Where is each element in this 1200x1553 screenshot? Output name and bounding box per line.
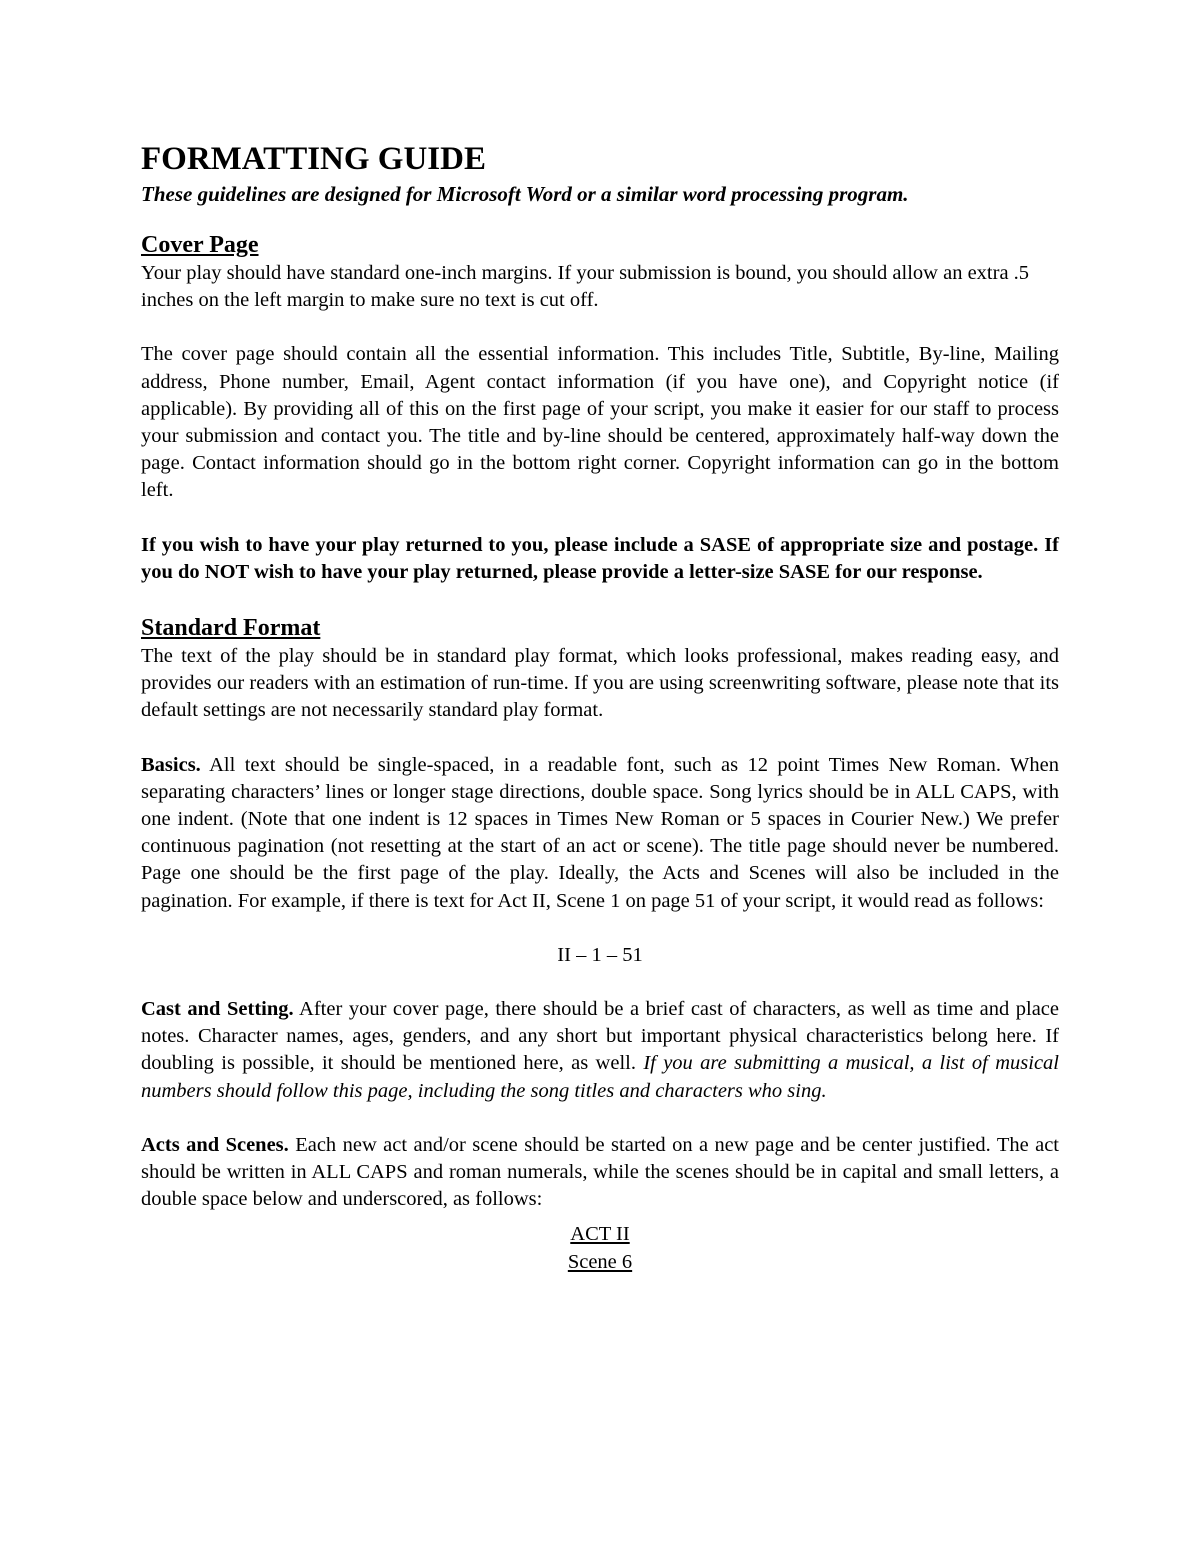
cover-page-section — [141, 230, 1059, 586]
act-scene-example — [141, 1221, 1059, 1276]
scene-example: Scene 6 — [567, 1250, 633, 1273]
standard-format-heading: Standard Format — [141, 615, 321, 642]
cover-page-paragraph-contents: The cover page should contain all the essential information. This includes Title, Subtitle, By-line, Mailing address, Phone number, Email, Agent contact information (if you have one), and Copyright notice (if applicable). By providing all of this on the first page of your script, you make it easier for our staff to process your submission and contact you. The title and by-line should be centered, approximately half-way down the page. Contact information should go in the bottom right corner. Copyright information can go in the bottom left. — [141, 343, 1059, 502]
page-title: FORMATTING GUIDE — [141, 141, 486, 177]
cast-setting-text: After your cover page, there should be a brief cast of characters, as well as time and place notes. Character names, ages, genders, and any short but important physical characteristics belong here. If doubling is possible, it should be mentioned here, as well. — [141, 998, 1060, 1075]
basics-text: All text should be single-spaced, in a readable font, such as 12 point Times New Roman. When separating characters’ lines or longer stage directions, double space. Song lyrics should be in ALL CAPS, with one indent. (Note that one indent is 12 spaces in Times New Roman or 5 spaces in Courier New.) We prefer continuous pagination (not resetting at the start of an act or scene). The title page should never be numbered. Page one should be the first page of the play. Ideally, the Acts and Scenes will also be included in the pagination. For example, if there is text for Act II, Scene 1 on page 51 of your script, it would read as follows: — [141, 753, 1059, 912]
acts-scenes-lead: Acts and Scenes. — [141, 1133, 289, 1156]
act-example: ACT II — [570, 1223, 630, 1246]
basics-lead: Basics. — [141, 753, 201, 776]
basics-paragraph — [141, 752, 1059, 915]
acts-scenes-text: Each new act and/or scene should be started on a new page and be center justified. The act should be written in ALL CAPS and roman numerals, while the scenes should be in capital and small letters, a double space below and underscored, as follows: — [141, 1133, 1059, 1211]
cover-page-heading: Cover Page — [141, 232, 259, 258]
document-page — [141, 138, 1059, 1276]
pagination-example: II – 1 – 51 — [557, 943, 643, 966]
cover-page-paragraph-margins: Your play should have standard one-inch margins. If your submission is bound, you should allow an extra .5 inches on the left margin to make sure no text is cut off. — [141, 262, 1030, 312]
standard-format-intro: The text of the play should be in standard play format, which looks professional, makes reading easy, and provides our readers with an estimation of run-time. If you are using screenwriting software, please note that its default settings are not necessarily standard play format. — [141, 645, 1059, 722]
standard-format-section — [141, 613, 1059, 1276]
page-subtitle: These guidelines are designed for Microsoft Word or a similar word processing program. — [141, 182, 909, 206]
acts-scenes-paragraph — [141, 1132, 1059, 1214]
cast-setting-italic-note: If you are submitting a musical, a list of musical numbers should follow this page, including the song titles and characters who sing. — [141, 1052, 1059, 1102]
cast-setting-lead: Cast and Setting. — [141, 998, 294, 1021]
cast-setting-paragraph — [141, 996, 1059, 1105]
cover-page-paragraph-sase: If you wish to have your play returned to you, please include a SASE of appropriate size and postage. If you do NOT wish to have your play returned, please provide a letter-size SASE for our response. — [141, 533, 1059, 583]
